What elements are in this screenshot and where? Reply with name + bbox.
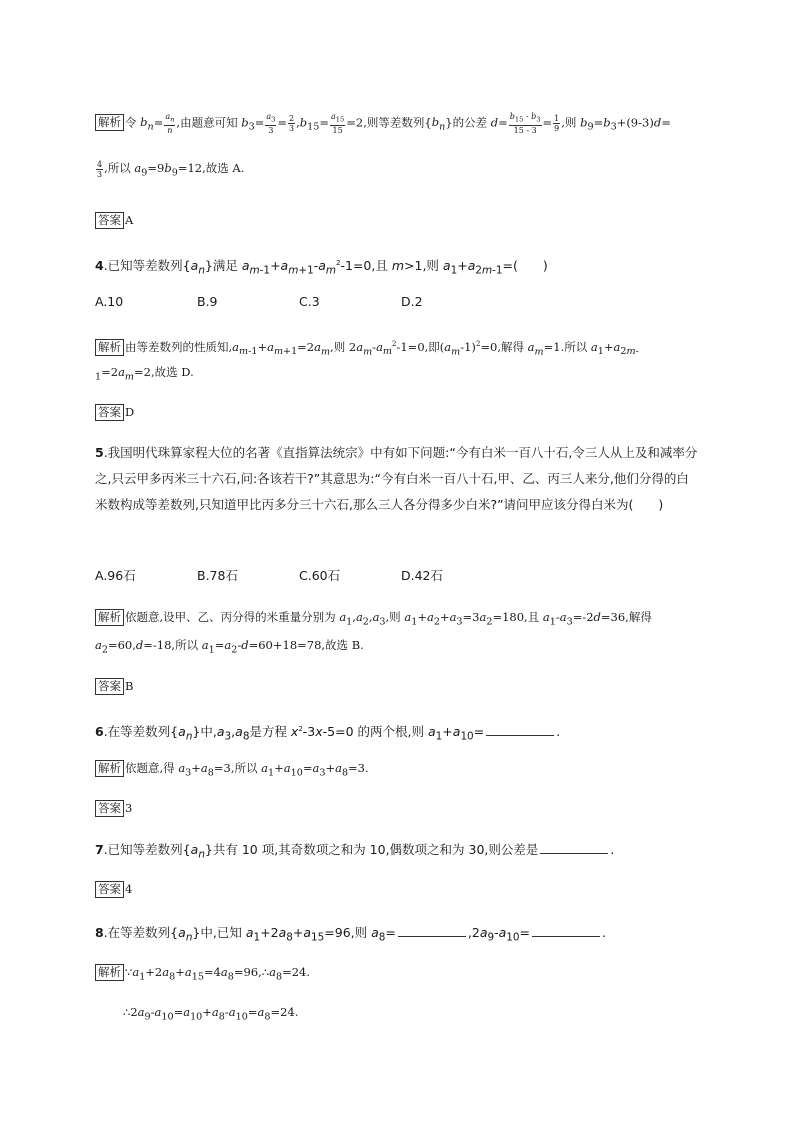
analysis-4-line-1: 解析 由等差数列的性质知$,a_{m-1}+a_{m+1}=2a_m$,则 $2a_m-a_m^2-1=0$,即$(a_m-1)^2=0$,解得 $a_m=1$.所以 $a_1+a_{2m-}$ <box>95 334 715 362</box>
question-text: .我国明代珠算家程大位的名著《直指算法统宗》中有如下问题:“今有白米一百八十石,令三人从上及和减率分之,只云甲多丙米三十六石,问:各该若干?”其意思为:“今有白米一百八十石,甲、乙、丙三人来分,他们分得的白米数构成等差数列,只知道甲比丙多分三十六石,那么三人各分得多少白米?”请问甲应该分得白米为( ) <box>95 445 698 512</box>
option-d[interactable]: D.2 <box>401 294 423 309</box>
analysis-tag: 解析 <box>95 760 124 777</box>
analysis-tag: 解析 <box>95 339 124 356</box>
answer-value: 3 <box>125 801 133 815</box>
answer-blank[interactable] <box>540 843 608 854</box>
answer-tag: 答案 <box>95 678 124 695</box>
question-6: 6.在等差数列$\{a_n\}$中$,a_3,a_8$是方程 $x^2-3x-5=0$ 的两个根,则 $a_1+a_{10}=$ . <box>95 724 561 743</box>
option-a[interactable]: A.10 <box>95 294 124 309</box>
answer-value: B <box>125 679 134 693</box>
options-5 <box>95 566 715 586</box>
analysis-8-line-1: 解析 $\because a_1+2a_8+a_{15}=4a_8=96,\therefore a_8=24$. <box>95 962 715 987</box>
option-b[interactable]: B.9 <box>197 294 218 309</box>
question-5 <box>95 440 700 518</box>
analysis-5-line-1: 解析 依题意,设甲、乙、丙分得的米重量分别为 $a_1,a_2,a_3$,则 $a_1+a_2+a_3=3a_2=180$,且 $a_1-a_3=-2d=36$,解得 <box>95 607 715 632</box>
question-8: 8.在等差数列$\{a_n\}$中,已知 $a_1+2a_8+a_{15}=96$,则 $a_8= ,2a_9-a_{10}=$ . <box>95 925 607 944</box>
question-7: 7.已知等差数列$\{a_n\}$共有 10 项,其奇数项之和为 10,偶数项之和为 30,则公差是 . <box>95 842 615 861</box>
question-4: 4.已知等差数列$\{a_n\}$满足 $a_{m-1}+a_{m+1}-a_m^2-1=0$,且 m>1,则 $a_1+a_{2m-1}=$( ) <box>95 258 548 277</box>
question-number: 8 <box>95 925 104 940</box>
analysis-tag: 解析 <box>95 609 124 626</box>
answer-value: 4 <box>125 882 133 896</box>
answer-5 <box>95 676 715 696</box>
answer-blank-2[interactable] <box>532 926 600 937</box>
answer-3 <box>95 210 715 230</box>
question-number: 4 <box>95 258 104 274</box>
question-number: 7 <box>95 842 104 857</box>
answer-tag: 答案 <box>95 881 124 898</box>
analysis-4-line-2: $_1=2a_m=2$,故选 D. <box>95 365 194 383</box>
answer-tag: 答案 <box>95 404 124 421</box>
answer-blank-1[interactable] <box>398 926 466 937</box>
answer-value: A <box>125 213 134 227</box>
option-c[interactable]: C.60石 <box>299 568 341 583</box>
analysis-tag: 解析 <box>95 964 124 981</box>
option-b[interactable]: B.78石 <box>197 568 238 583</box>
answer-blank[interactable] <box>486 725 554 736</box>
analysis-6: 解析 依题意,得 $a_3+a_8=3$,所以 $a_1+a_{10}=a_3+a_8=3$. <box>95 758 715 783</box>
answer-tag: 答案 <box>95 212 124 229</box>
answer-6 <box>95 798 715 818</box>
answer-4 <box>95 402 715 422</box>
option-a[interactable]: A.96石 <box>95 568 136 583</box>
question-number: 5 <box>95 445 104 460</box>
option-c[interactable]: C.3 <box>299 294 320 309</box>
answer-tag: 答案 <box>95 800 124 817</box>
analysis-5-line-2: $a_2=60,d=-18$,所以 $a_1=a_2-d=60+18=78$,故选 B. <box>95 638 364 656</box>
analysis-8-line-2: $\therefore 2a_9-a_{10}=a_{10}+a_8-a_{10}=a_8=24$. <box>123 1005 299 1023</box>
answer-value: D <box>125 405 135 419</box>
answer-7 <box>95 879 715 899</box>
solution-3-line-2: $\frac{4}{3}$ ,所以 $a_9=9b_9=12$,故选 A. <box>97 159 245 179</box>
solution-3-line-1: 解析 令 $b_n=$ $\frac{a_n}{n}$ ,由题意可知 $b_3=$ $\frac{a_3}{3}$ = $\frac{2}{3}$ $,b_{15}=$ $\frac{a_{15}}{15}$ =2,则等差数列$\{b_n\}$的公差 d= $\frac{b_{15} - b_3}{15 - 3}$ = $\frac{1}{9}$ ,则 $b_9=b_3+(9-3)d=$ <box>95 112 715 138</box>
option-d[interactable]: D.42石 <box>401 568 444 583</box>
options-4 <box>95 292 715 312</box>
question-number: 6 <box>95 724 104 740</box>
analysis-tag: 解析 <box>95 114 124 131</box>
